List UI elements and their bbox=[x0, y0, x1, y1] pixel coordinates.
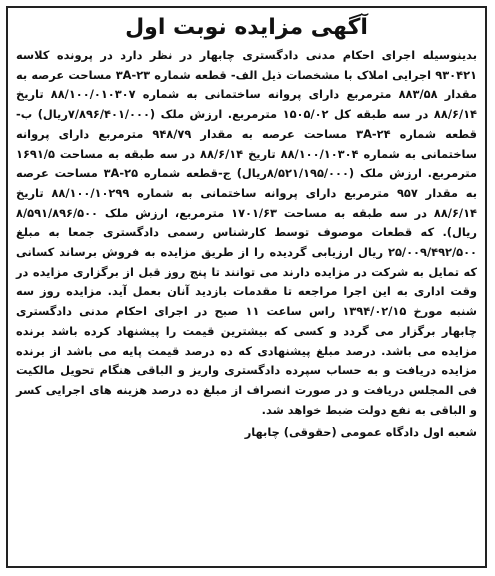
notice-title: آگهی مزایده نوبت اول bbox=[125, 15, 368, 40]
notice-body: بدینوسیله اجرای احکام مدنی دادگستری چابهار در نظر دارد در پرونده کلاسه ۹۳۰۴۲۱ اجرایی املاک با مشخصات ذیل الف- قطعه شماره ۲۳-۳A مساحت عرصه به مقدار ۸۸۳/۵۸ مترمربع دارای پروانه ساختمانی به شماره ۸۸/۱۰۰/۰۱۰۳۰۷ تاریخ ۸۸/۶/۱۴ در سه طبقه کل ۱۵۰۵/۰۲ مترمربع. ارزش ملک (۷/۸۹۶/۴۰۱/۰۰۰ریال) ب-قطعه شماره ۲۴-۳A مساحت عرصه به مقدار ۹۴۸/۷۹ مترمربع دارای پروانه ساختمانی به شماره ۸۸/۱۰۰/۱۰۳۰۴ تاریخ ۸۸/۶/۱۴ در سه طبقه به مساحت ۱۶۹۱/۵ مترمربع. ارزش ملک (۸/۵۲۱/۱۹۵/۰۰۰ریال) ج-قطعه شماره ۲۵-۳A مساحت عرصه به مقدار ۹۵۷ مترمربع دارای پروانه ساختمانی به شماره ۸۸/۱۰۰/۱۰۲۹۹ تاریخ ۸۸/۶/۱۴ در سه طبقه به مساحت ۱۷۰۱/۶۳ مترمربع، ارزش ملک ۸/۵۹۱/۸۹۶/۵۰۰ ریال). که قطعات موصوف توسط کارشناس رسمی دادگستری جمعا به مبلغ ۲۵/۰۰۹/۴۹۲/۵۰۰ ریال ارزیابی گردیده را از طریق مزایده به فروش برساند کسانی که تمایل به شرکت در مزایده دارند می توانند تا پنج روز قبل از برگزاری مزایده در وقت اداری به این اجرا مراجعه تا مقدمات بازدید آنان بعمل آید. مزایده روز سه شنبه مورخ ۱۳۹۴/۰۲/۱۵ راس ساعت ۱۱ صبح در اجرای احکام مدنی دادگستری چابهار برگزار می گردد و کسی که بیشترین قیمت را پیشنهاد کرده باشد برنده مزایده می باشد. درصد مبلغ پیشنهادی که ده درصد قیمت پایه می باشد از برنده مزایده دریافت و به حساب سپرده دادگستری واریز و الباقی هنگام تحویل مالکیت فی المجلس دریافت و در صورت انصراف از مبلغ ده درصد هزینه های اجرایی کسر و الباقی به نفع دولت ضبط خواهد شد. bbox=[16, 48, 478, 417]
notice-signature: شعبه اول دادگاه عمومی (حقوقی) چابهار bbox=[244, 425, 477, 440]
notice-frame bbox=[6, 6, 487, 568]
